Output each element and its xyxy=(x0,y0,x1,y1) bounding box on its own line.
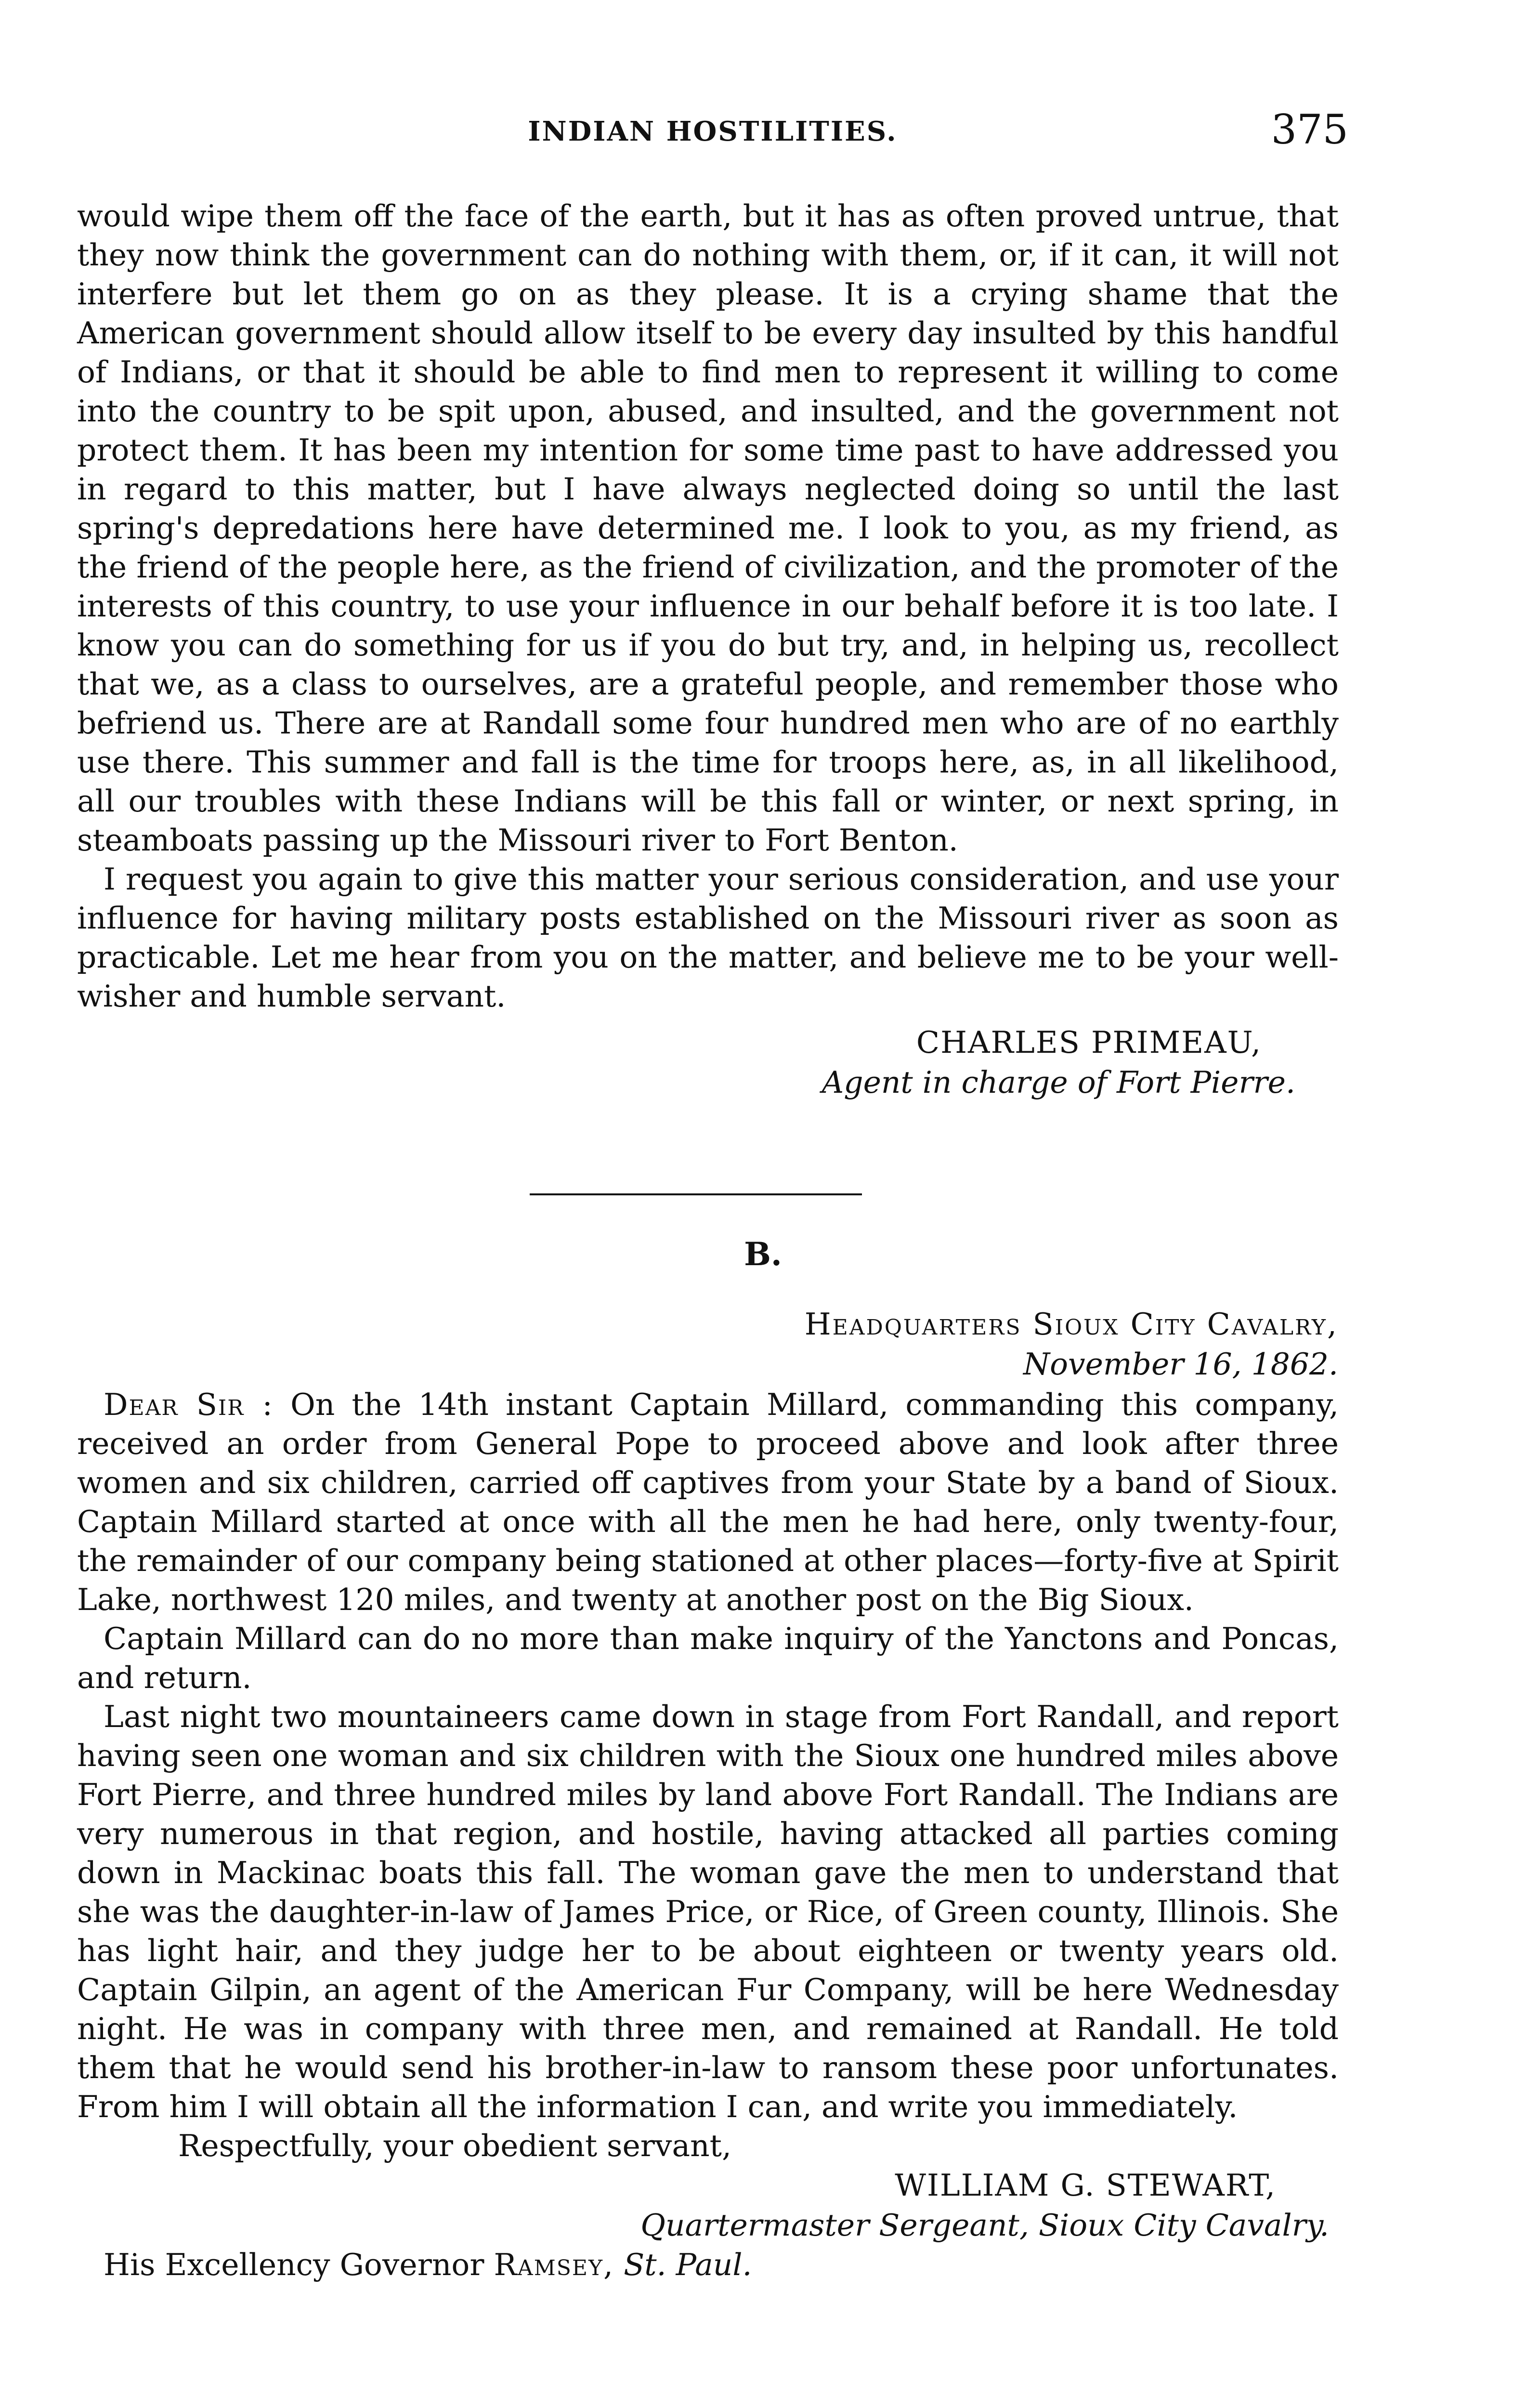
headquarters-line: Headquarters Sioux City Cavalry, xyxy=(804,1307,1338,1342)
closing-line: Respectfully, your obedient servant, xyxy=(178,2128,731,2163)
letter-b-paragraph-text: On the 14th instant Captain Millard, commanding this company, received an order from General Pope to proceed above and look after three women and six children, carried off captives from your State by a band of Sioux. Captain Millard started at once with all the men he had here, only twenty-four, the remainder of our company being stationed at other places—forty-five at Spirit Lake, northwest 120 miles, and twenty at another post on the Big Sioux. xyxy=(77,1387,1339,1617)
appendix-label: B. xyxy=(744,1235,782,1273)
salutation: Dear Sir : xyxy=(104,1387,274,1422)
letter-b-paragraph xyxy=(77,1385,1339,1619)
running-head: INDIAN HOSTILITIES. xyxy=(528,116,898,147)
letter-b-paragraph: Last night two mountaineers came down in stage from Fort Randall, and report having seen one woman and six children with the Sioux one hundred miles above Fort Pierre, and three hundred miles by land above Fort Randall. The Indians are very numerous in that region, and hostile, having attacked all parties coming down in Mackinac boats this fall. The woman gave the men to understand that she was the daughter-in-law of James Price, or Rice, of Green county, Illinois. She has light hair, and they judge her to be about eighteen or twenty years old. Captain Gilpin, an agent of the American Fur Company, will be here Wednesday night. He was in company with three men, and remained at Randall. He told them that he would send his brother-in-law to ransom these poor unfortunates. From him I will obtain all the information I can, and write you immediately. xyxy=(77,1699,1339,2124)
letter-b-signature xyxy=(77,2165,1339,2205)
letter-a-signature-title-wrap xyxy=(77,1062,1339,1102)
letter-a-paragraph: I request you again to give this matter your serious consideration, and use your influence for having military posts established on the Missouri river as soon as practicable. Let me hear from you on the matter, and believe me to be your well-wisher and humble servant. xyxy=(77,862,1339,1014)
letter-a-paragraph: would wipe them off the face of the earth, but it has as often proved untrue, that they now think the government can do nothing with them, or, if it can, it will not interfere but let them go on as they please. It is a crying shame that the American government should allow itself to be every day insulted by this handful of Indians, or that it should be able to find men to represent it willing to come into the country to be spit upon, abused, and insulted, and the government not protect them. It has been my intention for some time past to have addressed you in regard to this matter, but I have always neglected doing so until the last spring's depredations here have determined me. I look to you, as my friend, as the friend of the people here, as the friend of civilization, and the promoter of the interests of this country, to use your influence in our behalf before it is too late. I know you can do something for us if you do but try, and, in helping us, recollect that we, as a class to ourselves, are a grateful people, and remember those who befriend us. There are at Randall some four hundred men who are of no earthly use there. This summer and fall is the time for troops here, as, in all likelihood, all our troubles with these Indians will be this fall or winter, or next spring, in steamboats passing up the Missouri river to Fort Benton. xyxy=(77,198,1339,858)
addressee-prefix: His Excellency Governor xyxy=(104,2247,484,2282)
addressee-name: Ramsey, xyxy=(494,2247,614,2282)
letter-a-signature xyxy=(77,1022,1339,1062)
letter-b-signature-title-wrap xyxy=(77,2205,1339,2245)
addressee-line xyxy=(77,2245,1339,2284)
signature-name: WILLIAM G. STEWART, xyxy=(895,2168,1276,2203)
signature-name: CHARLES PRIMEAU, xyxy=(916,1025,1262,1060)
signature-title: Quartermaster Sergeant, Sioux City Cavalry. xyxy=(640,2208,1329,2243)
letter-a-body xyxy=(77,196,1339,1102)
page-number: 375 xyxy=(1271,106,1348,153)
letter-b-paragraph: Captain Millard can do no more than make inquiry of the Yanctons and Poncas, and return. xyxy=(77,1621,1339,1695)
letter-date: November 16, 1862. xyxy=(1023,1347,1338,1382)
signature-title: Agent in charge of Fort Pierre. xyxy=(822,1065,1295,1100)
letter-b-body xyxy=(77,1385,1339,2284)
page-header xyxy=(77,106,1348,169)
section-divider xyxy=(530,1193,862,1195)
addressee-place: St. Paul. xyxy=(624,2247,752,2282)
letter-b-heading xyxy=(805,1304,1338,1384)
